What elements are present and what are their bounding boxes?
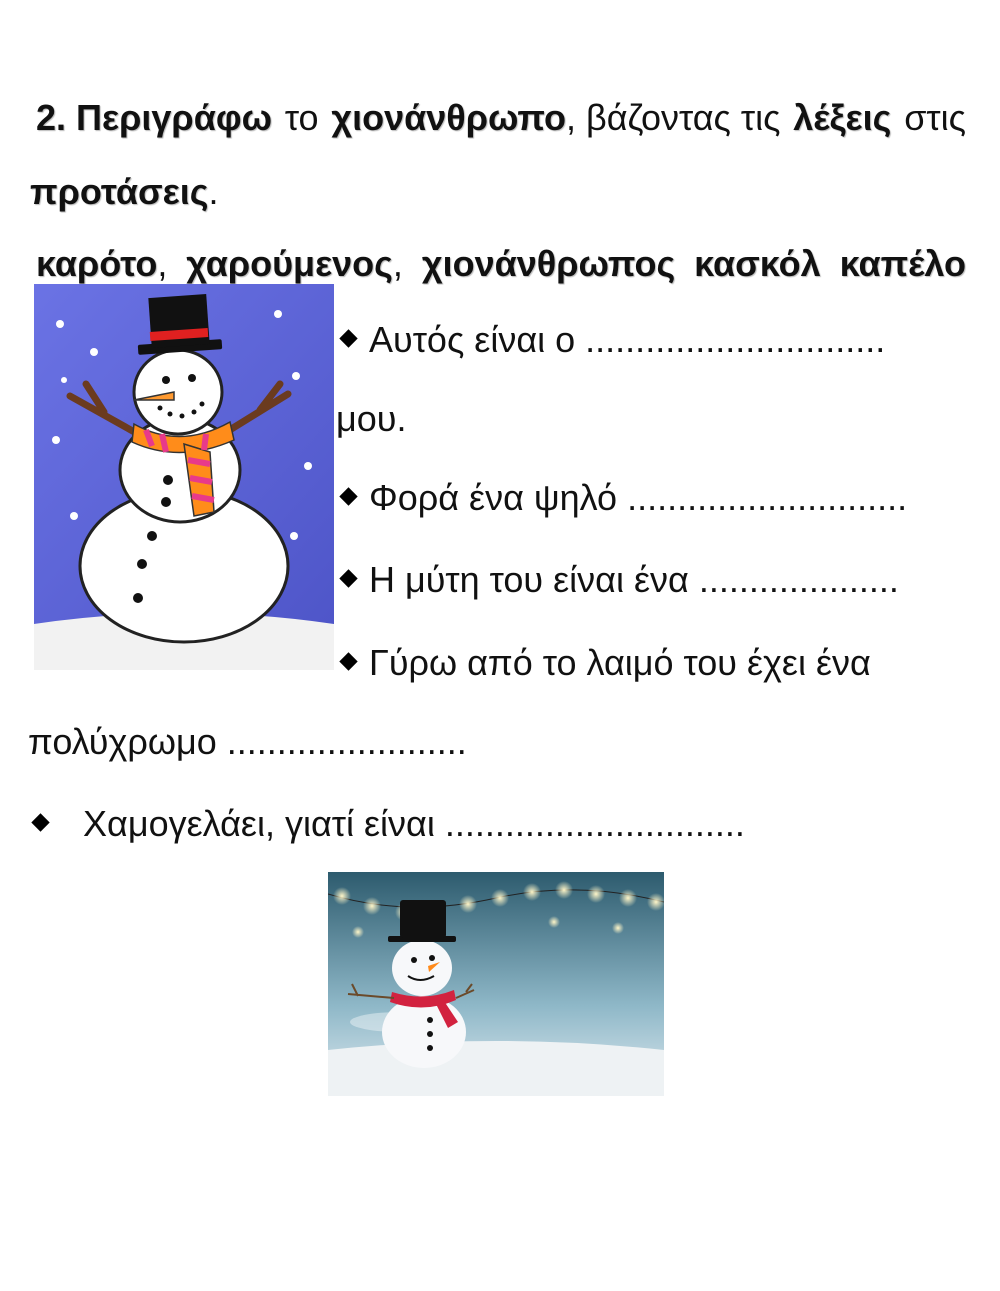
instruction-object: χιονάνθρωπο	[331, 97, 566, 138]
sentence-4-continued: πολύχρωμο ........................	[28, 721, 467, 762]
word-hat: καπέλο	[839, 243, 966, 284]
word-separator: ,	[157, 243, 168, 284]
sentence-2	[342, 477, 908, 518]
instruction-words-label: λέξεις	[793, 97, 892, 138]
sentence-5-text: Χαμογελάει, γιατί είναι ..............................	[83, 803, 745, 844]
word-snowman: χιονάνθρωπος	[421, 243, 676, 284]
instruction-line-2	[30, 171, 219, 212]
sentence-3-text: Η μύτη του είναι ένα ....................	[369, 559, 899, 600]
instruction-text-1: το	[284, 97, 319, 138]
instruction-number: 2.	[36, 97, 67, 138]
snowman-photo-image	[328, 872, 664, 1096]
sentence-3	[342, 559, 899, 600]
sentence-1	[342, 319, 886, 360]
bullet-diamond-icon	[339, 487, 357, 505]
sentence-4	[342, 642, 871, 683]
snowman-drawing-image	[34, 284, 334, 670]
instruction-sentences-label: προτάσεις	[30, 171, 209, 212]
instruction-text-3: στις	[904, 97, 966, 138]
bullet-diamond-icon	[339, 652, 357, 670]
word-carrot: καρότο	[36, 243, 158, 284]
bullet-diamond-icon	[31, 813, 49, 831]
instruction-verb: Περιγράφω	[76, 97, 272, 138]
sentence-1-continued: μου.	[336, 398, 407, 439]
bullet-diamond-icon	[339, 569, 357, 587]
word-happy: χαρούμενος	[186, 243, 393, 284]
instruction-text-2: , βάζοντας τις	[565, 97, 781, 138]
word-separator: ,	[392, 243, 403, 284]
word-bank	[36, 243, 966, 284]
instruction-line-1	[36, 97, 966, 138]
bullet-diamond-icon	[339, 329, 357, 347]
sentence-2-text: Φορά ένα ψηλό ............................	[369, 477, 908, 518]
word-scarf: κασκόλ	[694, 243, 821, 284]
instruction-text-4: .	[208, 171, 219, 212]
sentence-1-text: Αυτός είναι ο ..............................	[369, 319, 886, 360]
sentence-5	[34, 803, 745, 844]
sentence-4-text: Γύρω από το λαιμό του έχει ένα	[369, 642, 871, 683]
